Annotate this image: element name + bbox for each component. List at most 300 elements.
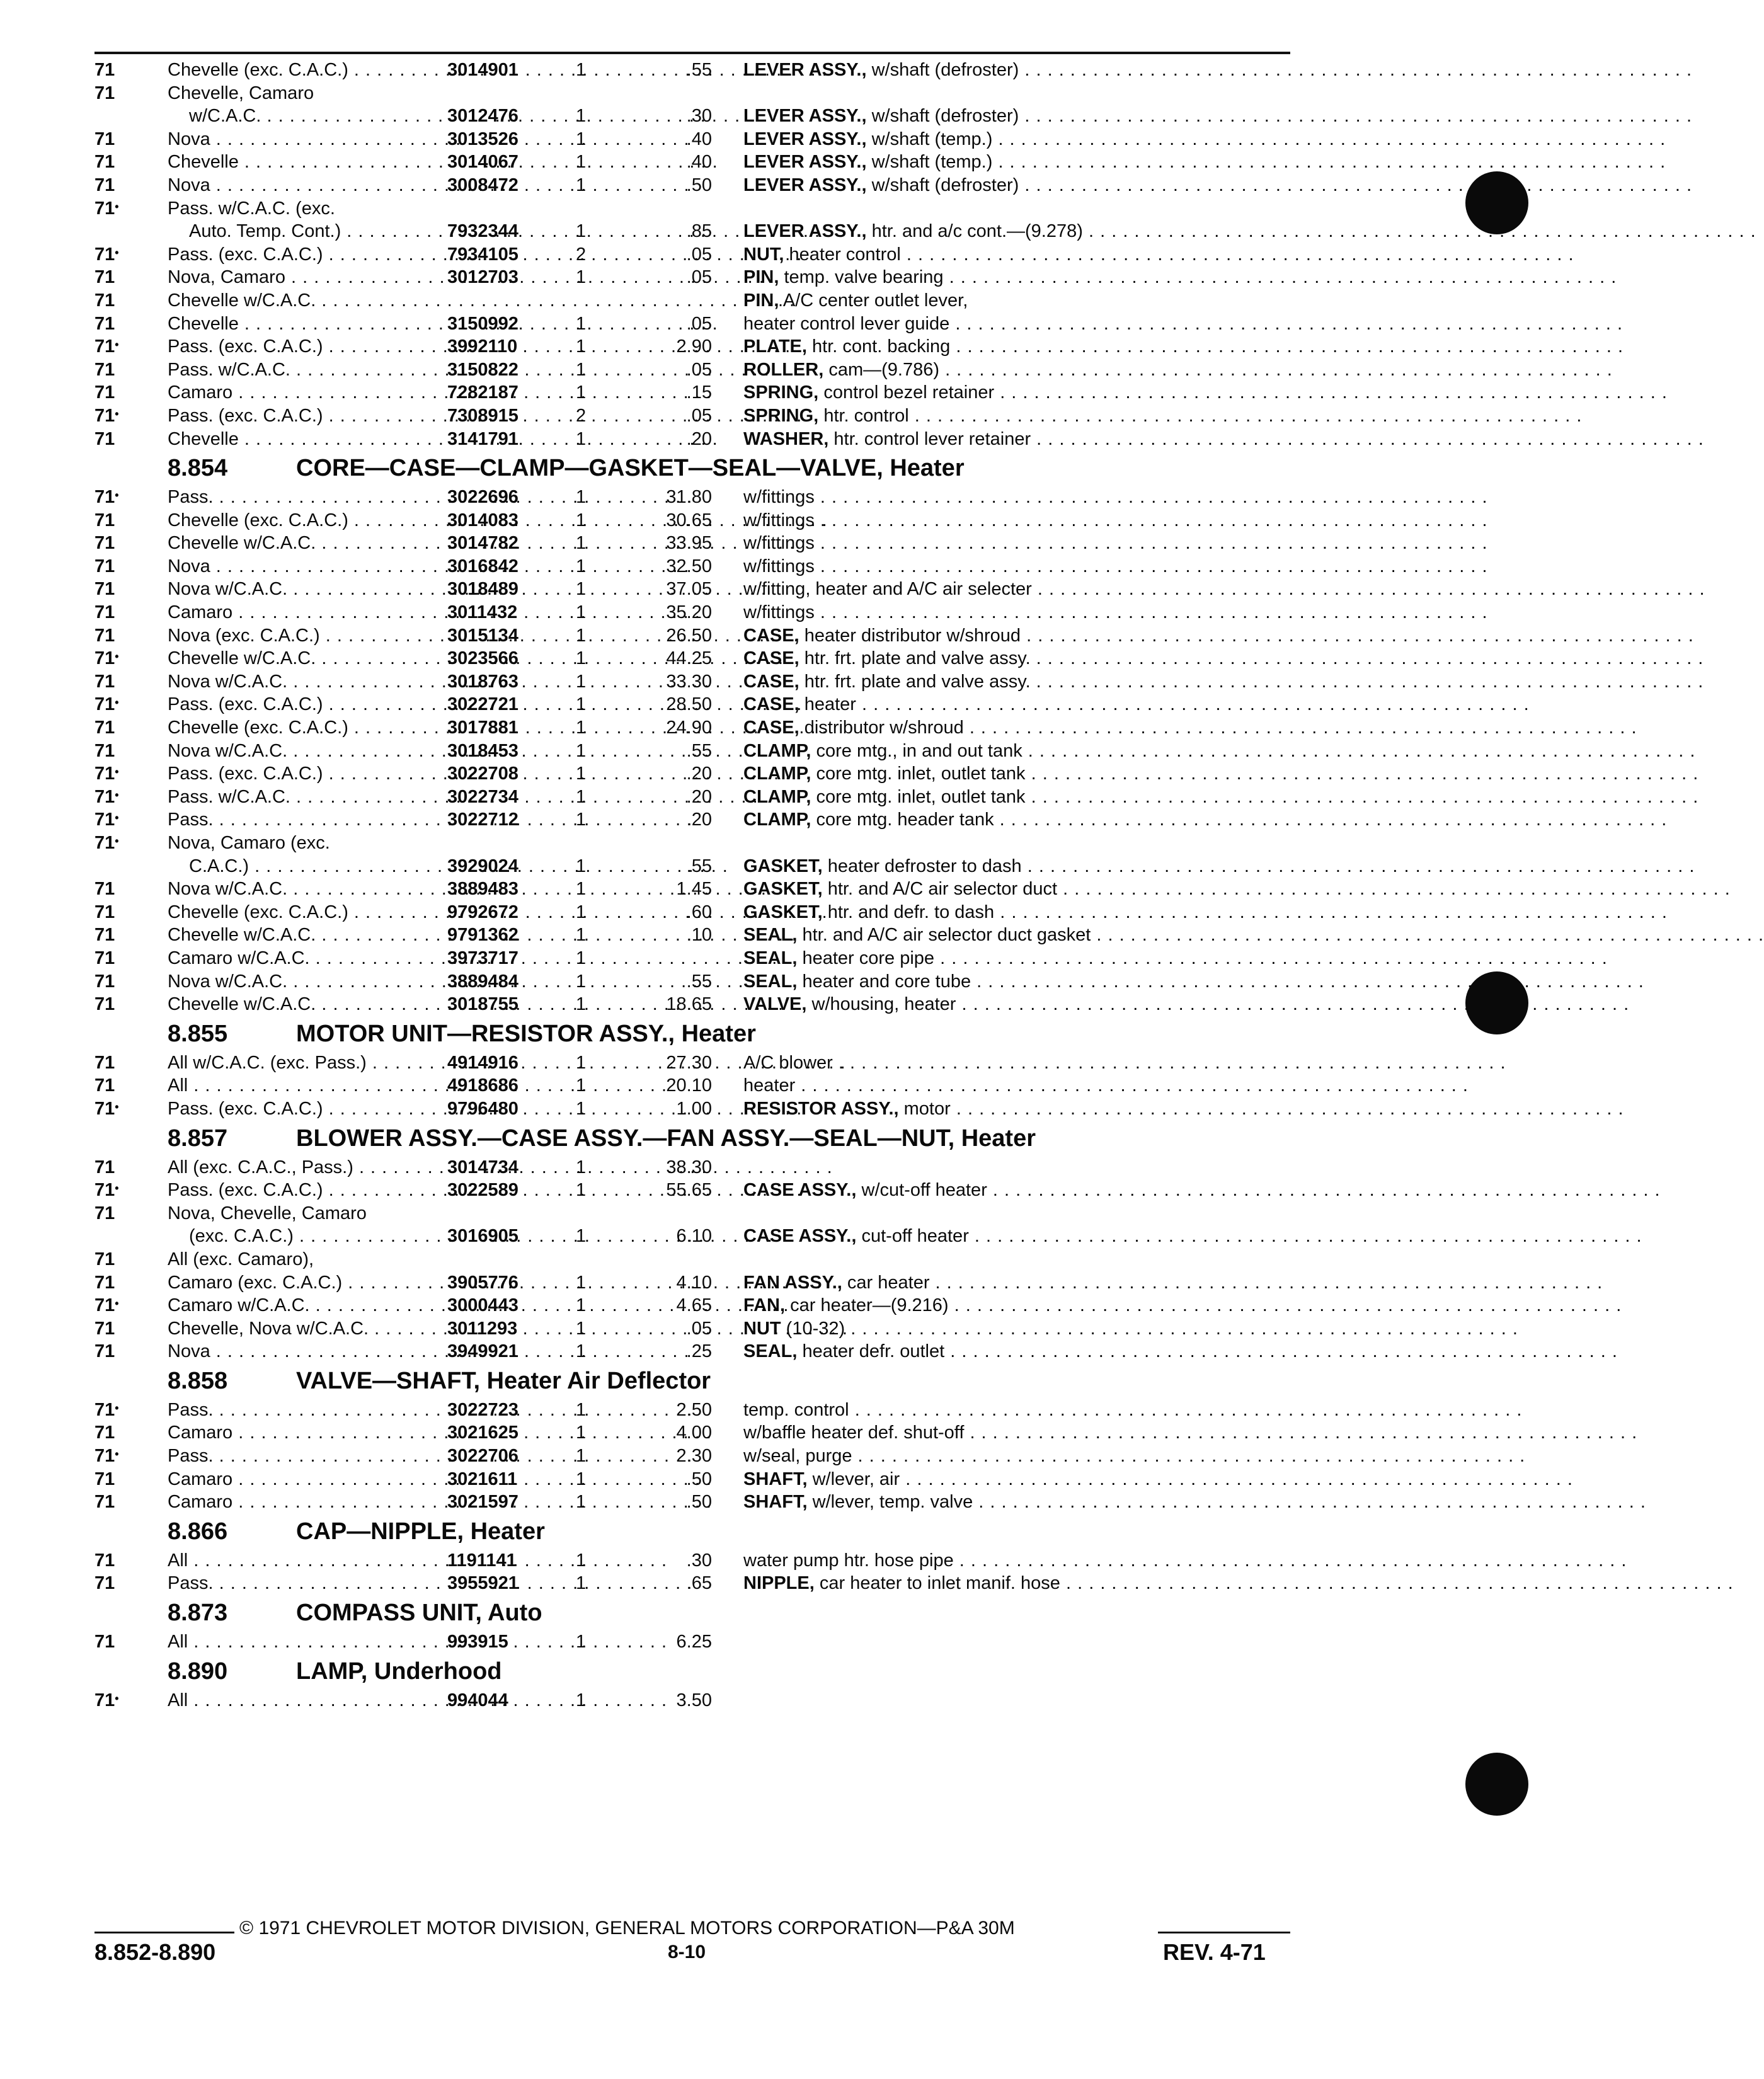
price: .55 bbox=[686, 856, 712, 876]
application: Chevelle, Camaro bbox=[168, 83, 314, 103]
part-name: SPRING, bbox=[743, 405, 819, 426]
part-name: PLATE, bbox=[743, 336, 807, 357]
part-row bbox=[0, 1689, 1606, 1712]
section-number: 8.857 bbox=[168, 1125, 228, 1152]
application: Camaro (exc. C.A.C.) . . . bbox=[168, 1271, 432, 1295]
part-row bbox=[0, 197, 1606, 220]
price: 1.45 bbox=[676, 879, 712, 900]
price: .85 bbox=[686, 221, 712, 242]
model-year-text: 71 bbox=[94, 1423, 115, 1443]
part-number: 3018755 bbox=[447, 994, 518, 1015]
price: 3.50 bbox=[676, 1690, 712, 1710]
binder-hole-bottom bbox=[1465, 1753, 1528, 1816]
price: 44.25 bbox=[666, 648, 712, 669]
model-year-text: 71 bbox=[94, 1573, 115, 1594]
quantity: 1 bbox=[576, 267, 587, 288]
price: 32.50 bbox=[666, 556, 712, 576]
application: Nova w/C.A.C. . . . bbox=[168, 970, 432, 994]
description: CLAMP, core mtg. inlet, outlet tank . . . . . . . . . . . . . . . . . . . . . . . . . . . . . . . . . . . . . . . . . . . . . . . . . . . . . . . . . . . bbox=[743, 786, 1699, 807]
part-number: 4918686 bbox=[447, 1075, 518, 1096]
application: Pass. . . . bbox=[168, 1572, 432, 1595]
section-title: CORE—CASE—CLAMP—GASKET—SEAL—VALVE, Heater bbox=[296, 455, 965, 482]
part-number: 3905776 bbox=[447, 1272, 518, 1293]
model-year bbox=[94, 993, 115, 1016]
model-year bbox=[94, 532, 115, 555]
new-item-marker: • bbox=[115, 1100, 119, 1113]
part-name: NUT bbox=[743, 1318, 781, 1339]
footer-revision: REV. 4-71 bbox=[1163, 1939, 1266, 1965]
part-name: NUT, bbox=[743, 244, 784, 265]
part-row bbox=[0, 105, 1693, 128]
model-year-text: 71 bbox=[94, 60, 115, 80]
description: water pump htr. hose pipe . . . . . . . . . . . . . . . . . . . . . . . . . . . . . . . . . . . . . . . . . . . . . . . . . . . . . . . . . . . bbox=[743, 1550, 1627, 1571]
price: .05 bbox=[686, 405, 712, 426]
section-number: 8.866 bbox=[168, 1518, 228, 1545]
model-year bbox=[94, 740, 115, 763]
description: WASHER, htr. control lever retainer . . . . . . . . . . . . . . . . . . . . . . . . . . . . . . . . . . . . . . . . . . . . . . . . . . . . . . . . . . . bbox=[743, 428, 1704, 449]
description-text: heater bbox=[743, 1075, 796, 1096]
description-text: htr. and A/C air selector duct gasket bbox=[802, 925, 1091, 946]
description: CLAMP, core mtg. inlet, outlet tank . . . . . . . . . . . . . . . . . . . . . . . . . . . . . . . . . . . . . . . . . . . . . . . . . . . . . . . . . . . bbox=[743, 764, 1699, 784]
description: CASE, distributor w/shroud . . . . . . . . . . . . . . . . . . . . . . . . . . . . . . . . . . . . . . . . . . . . . . . . . . . . . . . . . . . bbox=[743, 718, 1637, 738]
description: w/seal, purge . . . . . . . . . . . . . . . . . . . . . . . . . . . . . . . . . . . . . . . . . . . . . . . . . . . . . . . . . . . bbox=[743, 1446, 1526, 1467]
model-year-text: 71 bbox=[94, 810, 115, 830]
part-name: GASKET, bbox=[743, 856, 823, 876]
part-name: GASKET, bbox=[743, 902, 823, 922]
application: Pass. . . . bbox=[168, 1445, 432, 1468]
description: A/C blower . . . . . . . . . . . . . . . . . . . . . . . . . . . . . . . . . . . . . . . . . . . . . . . . . . . . . . . . . . . bbox=[743, 1052, 1506, 1073]
part-row bbox=[0, 786, 1699, 809]
description: LEVER ASSY., w/shaft (defroster) . . . . . . . . . . . . . . . . . . . . . . . . . . . . . . . . . . . . . . . . . . . . . . . . . . . . . . . . . . . bbox=[743, 106, 1693, 127]
description-text: w/fittings bbox=[743, 556, 815, 576]
part-row bbox=[0, 947, 1606, 970]
part-number: 3014067 bbox=[447, 152, 518, 173]
description-text: heater core pipe bbox=[802, 948, 935, 968]
part-row bbox=[0, 151, 1666, 174]
model-year-text: 71 bbox=[94, 764, 115, 784]
application: (exc. C.A.C.) . . . bbox=[189, 1225, 432, 1248]
new-item-marker: • bbox=[115, 246, 119, 259]
model-year-text: 71 bbox=[94, 556, 115, 576]
quantity: 1 bbox=[576, 925, 587, 946]
quantity: 1 bbox=[576, 1469, 587, 1489]
section-number: 8.890 bbox=[168, 1658, 228, 1685]
quantity: 1 bbox=[576, 336, 587, 357]
part-name: SEAL, bbox=[743, 971, 798, 992]
part-number: 3022696 bbox=[447, 487, 518, 508]
part-number: 3889483 bbox=[447, 879, 518, 900]
part-name: CASE ASSY., bbox=[743, 1226, 857, 1247]
quantity: 1 bbox=[576, 1226, 587, 1247]
model-year-text: 71 bbox=[94, 1632, 115, 1652]
model-year-text: 71 bbox=[94, 718, 115, 738]
section-number: 8.873 bbox=[168, 1600, 228, 1627]
section-header bbox=[0, 450, 1606, 486]
description: CASE ASSY., cut-off heater . . . . . . . . . . . . . . . . . . . . . . . . . . . . . . . . . . . . . . . . . . . . . . . . . . . . . . . . . . . bbox=[743, 1226, 1642, 1247]
model-year bbox=[94, 762, 119, 786]
model-year-text: 71 bbox=[94, 359, 115, 380]
price: 6.10 bbox=[676, 1226, 712, 1247]
model-year bbox=[94, 1468, 115, 1491]
model-year bbox=[94, 878, 115, 901]
application: Chevelle (exc. C.A.C.) . . . bbox=[168, 716, 432, 740]
description bbox=[743, 289, 1289, 312]
model-year bbox=[94, 624, 115, 648]
price: .60 bbox=[686, 902, 712, 922]
price: .10 bbox=[686, 925, 712, 946]
model-year bbox=[94, 486, 119, 509]
model-year-text: 71 bbox=[94, 671, 115, 692]
price: .50 bbox=[686, 175, 712, 195]
model-year-text: 71 bbox=[94, 290, 115, 311]
section-header bbox=[0, 1514, 1606, 1549]
description-text: temp. valve bearing bbox=[784, 267, 944, 288]
part-number: 7934105 bbox=[447, 244, 518, 265]
price: 18.65 bbox=[666, 994, 712, 1015]
quantity: 1 bbox=[576, 1632, 587, 1652]
model-year bbox=[94, 1179, 119, 1202]
part-row bbox=[0, 924, 1764, 947]
description-text: htr. and a/c cont.—(9.278) bbox=[871, 221, 1083, 242]
new-item-marker: • bbox=[115, 407, 119, 420]
quantity: 1 bbox=[576, 671, 587, 692]
quantity: 1 bbox=[576, 1272, 587, 1293]
model-year bbox=[94, 509, 115, 532]
model-year bbox=[94, 82, 115, 105]
description: PIN, temp. valve bearing . . . . . . . . . . . . . . . . . . . . . . . . . . . . . . . . . . . . . . . . . . . . . . . . . . . . . . . . . . . bbox=[743, 267, 1617, 288]
section-header bbox=[0, 1654, 1606, 1689]
model-year bbox=[94, 601, 115, 624]
description: PLATE, htr. cont. backing . . . . . . . . . . . . . . . . . . . . . . . . . . . . . . . . . . . . . . . . . . . . . . . . . . . . . . . . . . . bbox=[743, 336, 1624, 357]
quantity: 1 bbox=[576, 579, 587, 600]
part-number: 3016905 bbox=[447, 1226, 518, 1247]
part-row bbox=[0, 532, 1606, 555]
application: Camaro . . . bbox=[168, 1491, 432, 1514]
part-name: SPRING, bbox=[743, 382, 819, 403]
part-number: 3017881 bbox=[447, 718, 518, 738]
part-number: 9791362 bbox=[447, 925, 518, 946]
quantity: 1 bbox=[576, 786, 587, 807]
part-number: 3013526 bbox=[447, 129, 518, 149]
description-text: htr. and defr. to dash bbox=[827, 902, 995, 922]
part-number: 3014083 bbox=[447, 510, 518, 530]
model-year-text: 71 bbox=[94, 1550, 115, 1571]
model-year bbox=[94, 1340, 115, 1363]
part-number: 3150992 bbox=[447, 313, 518, 334]
price: .55 bbox=[686, 740, 712, 761]
new-item-marker: • bbox=[115, 1448, 119, 1461]
part-number: 994044 bbox=[447, 1690, 508, 1710]
application: Chevelle w/C.A.C. . . . bbox=[168, 289, 432, 312]
part-number: 1191141 bbox=[447, 1550, 517, 1571]
top-rule bbox=[94, 52, 1290, 54]
application: Chevelle (exc. C.A.C.) . . . bbox=[168, 59, 432, 82]
quantity: 1 bbox=[576, 602, 587, 623]
part-row bbox=[0, 670, 1704, 694]
quantity: 1 bbox=[576, 718, 587, 738]
description-text: core mtg. inlet, outlet tank bbox=[816, 786, 1026, 807]
description-text: w/shaft (temp.) bbox=[871, 152, 993, 173]
quantity: 1 bbox=[576, 1052, 587, 1073]
application: Chevelle w/C.A.C. . . . bbox=[168, 924, 432, 947]
description: FAN, car heater—(9.216) . . . . . . . . . . . . . . . . . . . . . . . . . . . . . . . . . . . . . . . . . . . . . . . . . . . . . . . . . . . bbox=[743, 1295, 1622, 1316]
part-number: 3011432 bbox=[447, 602, 518, 623]
model-year bbox=[94, 1156, 115, 1179]
quantity: 1 bbox=[576, 106, 587, 127]
description-text: car heater bbox=[847, 1272, 930, 1293]
footer-page-number: 8-10 bbox=[668, 1942, 706, 1962]
model-year bbox=[94, 670, 115, 694]
application: All w/C.A.C. (exc. Pass.) . . . bbox=[168, 1051, 432, 1075]
section-header bbox=[0, 1363, 1606, 1399]
description-text: control bezel retainer bbox=[823, 382, 995, 403]
part-name: SEAL, bbox=[743, 1341, 798, 1362]
part-name: PIN, bbox=[743, 290, 779, 311]
model-year-text: 71 bbox=[94, 1399, 115, 1420]
model-year-text: 71 bbox=[94, 1318, 115, 1339]
description-text: cut-off heater bbox=[861, 1226, 969, 1247]
part-row bbox=[0, 970, 1644, 994]
description: SEAL, heater core pipe . . . . . . . . . . . . . . . . . . . . . . . . . . . . . . . . . . . . . . . . . . . . . . . . . . . . . . . . . . . bbox=[743, 948, 1608, 968]
part-name: SHAFT, bbox=[743, 1492, 808, 1513]
quantity: 1 bbox=[576, 1423, 587, 1443]
application: Pass. (exc. C.A.C.) . . . bbox=[168, 243, 432, 266]
quantity: 1 bbox=[576, 556, 587, 576]
application: Nova . . . bbox=[168, 1340, 432, 1363]
price: .40 bbox=[686, 129, 712, 149]
section-header bbox=[0, 1595, 1606, 1630]
model-year-text: 71 bbox=[94, 1203, 115, 1223]
application: Camaro . . . bbox=[168, 381, 432, 404]
model-year bbox=[94, 555, 115, 578]
model-year-text: 71 bbox=[94, 625, 115, 646]
part-name: LEVER ASSY., bbox=[743, 106, 867, 127]
model-year-text: 71 bbox=[94, 1295, 115, 1316]
part-row bbox=[0, 82, 1606, 105]
description-text: htr. and A/C air selector duct bbox=[827, 879, 1058, 900]
part-name: PIN, bbox=[743, 267, 779, 288]
part-row bbox=[0, 647, 1704, 670]
part-row bbox=[0, 220, 1756, 243]
price: 20.10 bbox=[666, 1075, 712, 1096]
section-number: 8.858 bbox=[168, 1367, 228, 1394]
part-row bbox=[0, 1340, 1618, 1363]
model-year-text: 71 bbox=[94, 487, 115, 508]
part-row bbox=[0, 740, 1696, 763]
part-number: 7932344 bbox=[447, 221, 518, 242]
part-number: 3021597 bbox=[447, 1492, 518, 1513]
price: .40 bbox=[686, 152, 712, 173]
part-row bbox=[0, 1074, 1606, 1097]
model-year-text: 71 bbox=[94, 510, 115, 530]
new-item-marker: • bbox=[115, 696, 119, 709]
description-text: heater distributor w/shroud bbox=[804, 625, 1021, 646]
part-name: SEAL, bbox=[743, 948, 798, 968]
application: Nova w/C.A.C. . . . bbox=[168, 578, 432, 601]
part-number: 3021611 bbox=[447, 1469, 518, 1489]
description: CLAMP, core mtg., in and out tank . . . . . . . . . . . . . . . . . . . . . . . . . . . . . . . . . . . . . . . . . . . . . . . . . . . . . . . . . . . bbox=[743, 740, 1696, 761]
model-year bbox=[94, 1074, 115, 1097]
quantity: 1 bbox=[576, 879, 587, 900]
model-year bbox=[94, 947, 115, 970]
description: LEVER ASSY., w/shaft (temp.) . . . . . . . . . . . . . . . . . . . . . . . . . . . . . . . . . . . . . . . . . . . . . . . . . . . . . . . . . . . bbox=[743, 129, 1666, 149]
description-text: A/C blower bbox=[743, 1052, 833, 1073]
quantity: 1 bbox=[576, 510, 587, 530]
new-item-marker: • bbox=[115, 788, 119, 801]
description: temp. control . . . . . . . . . . . . . . . . . . . . . . . . . . . . . . . . . . . . . . . . . . . . . . . . . . . . . . . . . . . bbox=[743, 1399, 1523, 1420]
description-text: w/fittings bbox=[743, 510, 815, 530]
part-row bbox=[0, 878, 1731, 901]
quantity: 1 bbox=[576, 948, 587, 968]
application: w/C.A.C. . . . bbox=[189, 105, 432, 128]
part-name: ROLLER, bbox=[743, 359, 824, 380]
price: .55 bbox=[686, 971, 712, 992]
application: Pass. (exc. C.A.C.) . . . bbox=[168, 762, 432, 786]
part-number: 3022708 bbox=[447, 764, 518, 784]
part-row bbox=[0, 1202, 1606, 1225]
description: ROLLER, cam—(9.786) . . . . . . . . . . . . . . . . . . . . . . . . . . . . . . . . . . . . . . . . . . . . . . . . . . . . . . . . . . . bbox=[743, 359, 1613, 380]
part-name: CLAMP, bbox=[743, 740, 811, 761]
price: 30.65 bbox=[666, 510, 712, 530]
description: GASKET, htr. and defr. to dash . . . . . . . . . . . . . . . . . . . . . . . . . . . . . . . . . . . . . . . . . . . . . . . . . . . . . . . . . . . bbox=[743, 902, 1668, 922]
model-year bbox=[94, 335, 119, 358]
description: LEVER ASSY., w/shaft (defroster) . . . . . . . . . . . . . . . . . . . . . . . . . . . . . . . . . . . . . . . . . . . . . . . . . . . . . . . . . . . bbox=[743, 60, 1693, 80]
description: CASE ASSY., w/cut-off heater . . . . . . . . . . . . . . . . . . . . . . . . . . . . . . . . . . . . . . . . . . . . . . . . . . . . . . . . . . . bbox=[743, 1180, 1661, 1201]
part-number: 3022589 bbox=[447, 1180, 518, 1201]
part-row bbox=[0, 855, 1695, 878]
description-text: motor bbox=[903, 1098, 951, 1119]
model-year-text: 71 bbox=[94, 925, 115, 946]
description: VALVE, w/housing, heater . . . . . . . . . . . . . . . . . . . . . . . . . . . . . . . . . . . . . . . . . . . . . . . . . . . . . . . . . . . bbox=[743, 994, 1630, 1015]
part-row bbox=[0, 578, 1705, 601]
description-text: w/baffle heater def. shut-off bbox=[743, 1423, 965, 1443]
part-number: 3022706 bbox=[447, 1446, 518, 1467]
price: 4.65 bbox=[676, 1295, 712, 1316]
application: All (exc. Camaro), bbox=[168, 1249, 314, 1269]
price: .25 bbox=[686, 1341, 712, 1362]
part-row bbox=[0, 1156, 1606, 1179]
price: .65 bbox=[686, 1573, 712, 1594]
price: .20 bbox=[686, 810, 712, 830]
description-text: (10-32) bbox=[786, 1318, 845, 1339]
section-title: MOTOR UNIT—RESISTOR ASSY., Heater bbox=[296, 1020, 756, 1047]
footer-rule-left bbox=[94, 1932, 234, 1933]
part-name: WASHER, bbox=[743, 428, 829, 449]
footer-section-range: 8.852-8.890 bbox=[94, 1939, 216, 1965]
description: w/fittings . . . . . . . . . . . . . . . . . . . . . . . . . . . . . . . . . . . . . . . . . . . . . . . . . . . . . . . . . . . bbox=[743, 556, 1488, 576]
application: Pass. (exc. C.A.C.) . . . bbox=[168, 1097, 432, 1121]
description-text: heater and core tube bbox=[802, 971, 971, 992]
quantity: 1 bbox=[576, 1399, 587, 1420]
model-year bbox=[94, 1271, 115, 1295]
model-year bbox=[94, 197, 119, 220]
description-text: core mtg., in and out tank bbox=[816, 740, 1022, 761]
part-row bbox=[0, 1445, 1606, 1468]
quantity: 1 bbox=[576, 764, 587, 784]
part-name: CLAMP, bbox=[743, 764, 811, 784]
description: SHAFT, w/lever, air . . . . . . . . . . . . . . . . . . . . . . . . . . . . . . . . . . . . . . . . . . . . . . . . . . . . . . . . . . . bbox=[743, 1469, 1573, 1489]
description: SEAL, heater defr. outlet . . . . . . . . . . . . . . . . . . . . . . . . . . . . . . . . . . . . . . . . . . . . . . . . . . . . . . . . . . . bbox=[743, 1341, 1618, 1362]
part-name: VALVE, bbox=[743, 994, 807, 1015]
model-year bbox=[94, 1421, 115, 1445]
model-year bbox=[94, 312, 115, 336]
price: .05 bbox=[686, 267, 712, 288]
model-year bbox=[94, 832, 119, 855]
description: FAN ASSY., car heater . . . . . . . . . . . . . . . . . . . . . . . . . . . . . . . . . . . . . . . . . . . . . . . . . . . . . . . . . . . bbox=[743, 1272, 1603, 1293]
application: Chevelle w/C.A.C. . . . bbox=[168, 993, 432, 1016]
model-year-text: 71 bbox=[94, 336, 115, 357]
model-year bbox=[94, 786, 119, 809]
model-year bbox=[94, 151, 115, 174]
quantity: 1 bbox=[576, 1550, 587, 1571]
application: Chevelle . . . bbox=[168, 428, 432, 451]
description: NUT, heater control . . . . . . . . . . . . . . . . . . . . . . . . . . . . . . . . . . . . . . . . . . . . . . . . . . . . . . . . . . . bbox=[743, 244, 1574, 265]
part-name: NIPPLE, bbox=[743, 1573, 815, 1594]
price: .05 bbox=[686, 1318, 712, 1339]
price: .15 bbox=[686, 382, 712, 403]
quantity: 1 bbox=[576, 1341, 587, 1362]
description: LEVER ASSY., w/shaft (temp.) . . . . . . . . . . . . . . . . . . . . . . . . . . . . . . . . . . . . . . . . . . . . . . . . . . . . . . . . . . . bbox=[743, 152, 1666, 173]
part-row bbox=[0, 1051, 1606, 1075]
price: .20 bbox=[686, 764, 712, 784]
model-year bbox=[94, 970, 115, 994]
model-year bbox=[94, 693, 119, 716]
price: .50 bbox=[686, 1492, 712, 1513]
part-row bbox=[0, 1572, 1734, 1595]
model-year bbox=[94, 1572, 115, 1595]
quantity: 1 bbox=[576, 533, 587, 554]
model-year bbox=[94, 404, 119, 428]
quantity: 1 bbox=[576, 1180, 587, 1201]
model-year-text: 71 bbox=[94, 879, 115, 900]
new-item-marker: • bbox=[115, 811, 119, 825]
part-name: CLAMP, bbox=[743, 786, 811, 807]
model-year-text: 71 bbox=[94, 198, 115, 219]
part-name: LEVER ASSY., bbox=[743, 221, 867, 242]
model-year bbox=[94, 59, 115, 82]
description-text: htr. control bbox=[823, 405, 909, 426]
description-text: temp. control bbox=[743, 1399, 849, 1420]
part-row bbox=[0, 1421, 1638, 1445]
part-row bbox=[0, 266, 1617, 289]
price: .05 bbox=[686, 244, 712, 265]
application: C.A.C.) . . . bbox=[189, 855, 432, 878]
model-year-text: 71 bbox=[94, 902, 115, 922]
price: .05 bbox=[686, 313, 712, 334]
part-number: 7308915 bbox=[447, 405, 518, 426]
description-text: cam—(9.786) bbox=[828, 359, 940, 380]
model-year bbox=[94, 358, 115, 382]
application: Camaro . . . bbox=[168, 1421, 432, 1445]
model-year-text: 71 bbox=[94, 1249, 115, 1269]
price: 33.30 bbox=[666, 671, 712, 692]
model-year-text: 71 bbox=[94, 1157, 115, 1177]
application: All (exc. C.A.C., Pass.) . . . bbox=[168, 1156, 432, 1179]
description: LEVER ASSY., w/shaft (defroster) . . . . . . . . . . . . . . . . . . . . . . . . . . . . . . . . . . . . . . . . . . . . . . . . . . . . . . . . . . . bbox=[743, 175, 1693, 195]
part-row bbox=[0, 312, 1624, 336]
description-text: A/C center outlet lever, bbox=[782, 290, 968, 311]
part-name: LEVER ASSY., bbox=[743, 129, 867, 149]
quantity: 1 bbox=[576, 740, 587, 761]
part-row bbox=[0, 693, 1606, 716]
application: Nova (exc. C.A.C.) . . . bbox=[168, 624, 432, 648]
description-text: w/shaft (temp.) bbox=[871, 129, 993, 149]
model-year-text: 71 bbox=[94, 83, 115, 103]
application: Nova w/C.A.C. . . . bbox=[168, 670, 432, 694]
model-year-text: 71 bbox=[94, 244, 115, 265]
part-name: FAN, bbox=[743, 1295, 786, 1316]
description-text: w/shaft (defroster) bbox=[871, 106, 1019, 127]
